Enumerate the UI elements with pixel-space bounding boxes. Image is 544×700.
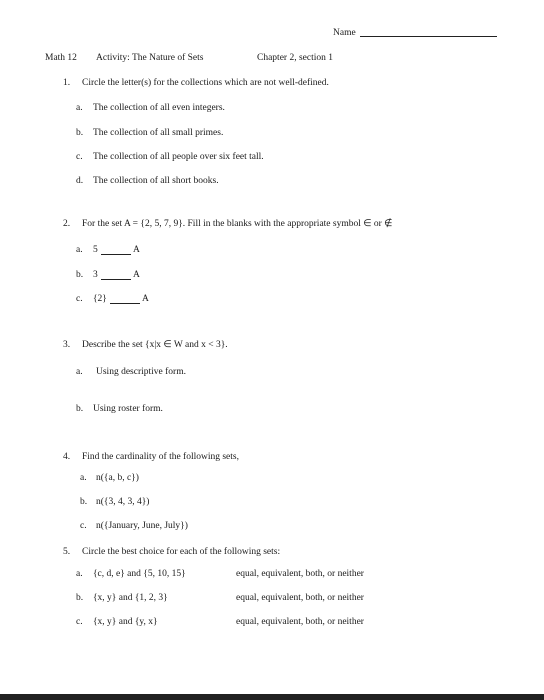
q5-item-a-choice[interactable]: equal, equivalent, both, or neither bbox=[236, 569, 364, 579]
q5-item-a-text: {c, d, e} and {5, 10, 15} bbox=[93, 569, 186, 579]
name-line[interactable] bbox=[360, 36, 497, 37]
q2-number: 2. bbox=[63, 219, 71, 229]
q5-item-b-choice[interactable]: equal, equivalent, both, or neither bbox=[236, 593, 364, 603]
q5-item-b-letter: b. bbox=[76, 593, 84, 603]
q1-item-b-letter: b. bbox=[76, 128, 84, 138]
q2-item-b-set: A bbox=[133, 270, 140, 280]
q2-item-b-value: 3 bbox=[93, 270, 98, 280]
q3-number: 3. bbox=[63, 340, 71, 350]
q1-item-b-text: The collection of all small primes. bbox=[93, 128, 224, 138]
q3-item-a-letter: a. bbox=[76, 367, 83, 377]
q4-item-b-text: n({3, 4, 3, 4}) bbox=[96, 497, 150, 507]
q4-item-c-letter: c. bbox=[80, 521, 87, 531]
q1-item-c-letter: c. bbox=[76, 152, 83, 162]
q2-item-a-set: A bbox=[133, 245, 140, 255]
q5-item-c-text: {x, y} and {y, x} bbox=[93, 617, 158, 627]
q3-item-b-text: Using roster form. bbox=[93, 404, 163, 414]
q3-text: Describe the set {x|x ∈ W and x < 3}. bbox=[82, 340, 228, 350]
q2-item-c-blank[interactable] bbox=[110, 303, 140, 304]
q5-item-c-choice[interactable]: equal, equivalent, both, or neither bbox=[236, 617, 364, 627]
q3-item-a-text: Using descriptive form. bbox=[96, 367, 186, 377]
q3-item-b-letter: b. bbox=[76, 404, 84, 414]
q4-number: 4. bbox=[63, 452, 71, 462]
q4-item-a-text: n({a, b, c}) bbox=[96, 473, 139, 483]
q2-item-a-letter: a. bbox=[76, 245, 83, 255]
chapter-label: Chapter 2, section 1 bbox=[257, 53, 333, 63]
page-bottom-edge bbox=[0, 694, 544, 700]
q2-item-c-letter: c. bbox=[76, 294, 83, 304]
q1-item-c-text: The collection of all people over six feet tall. bbox=[93, 152, 264, 162]
q5-number: 5. bbox=[63, 547, 71, 557]
q4-item-a-letter: a. bbox=[80, 473, 87, 483]
q5-item-c-letter: c. bbox=[76, 617, 83, 627]
q1-item-d-text: The collection of all short books. bbox=[93, 176, 219, 186]
q2-item-a-value: 5 bbox=[93, 245, 98, 255]
q2-item-c-set: A bbox=[142, 294, 149, 304]
q1-item-a-letter: a. bbox=[76, 103, 83, 113]
q5-item-a-letter: a. bbox=[76, 569, 83, 579]
q1-item-d-letter: d. bbox=[76, 176, 84, 186]
q2-item-c-value: {2} bbox=[93, 294, 107, 304]
q5-text: Circle the best choice for each of the following sets: bbox=[82, 547, 281, 557]
q2-item-a-blank[interactable] bbox=[101, 254, 131, 255]
q1-number: 1. bbox=[63, 78, 71, 88]
q2-item-b-blank[interactable] bbox=[101, 279, 131, 280]
q1-text: Circle the letter(s) for the collections which are not well-defined. bbox=[82, 78, 329, 88]
name-label: Name bbox=[333, 28, 356, 38]
q5-item-b-text: {x, y} and {1, 2, 3} bbox=[93, 593, 168, 603]
q2-item-b-letter: b. bbox=[76, 270, 84, 280]
q4-text: Find the cardinality of the following sets, bbox=[82, 452, 239, 462]
q1-item-a-text: The collection of all even integers. bbox=[93, 103, 225, 113]
q4-item-c-text: n({January, June, July}) bbox=[96, 521, 188, 531]
q2-text: For the set A = {2, 5, 7, 9}. Fill in the blanks with the appropriate symbol ∈ or ∉ bbox=[82, 219, 393, 229]
activity-title: Activity: The Nature of Sets bbox=[96, 53, 204, 63]
course-title: Math 12 bbox=[45, 53, 77, 63]
q4-item-b-letter: b. bbox=[80, 497, 88, 507]
